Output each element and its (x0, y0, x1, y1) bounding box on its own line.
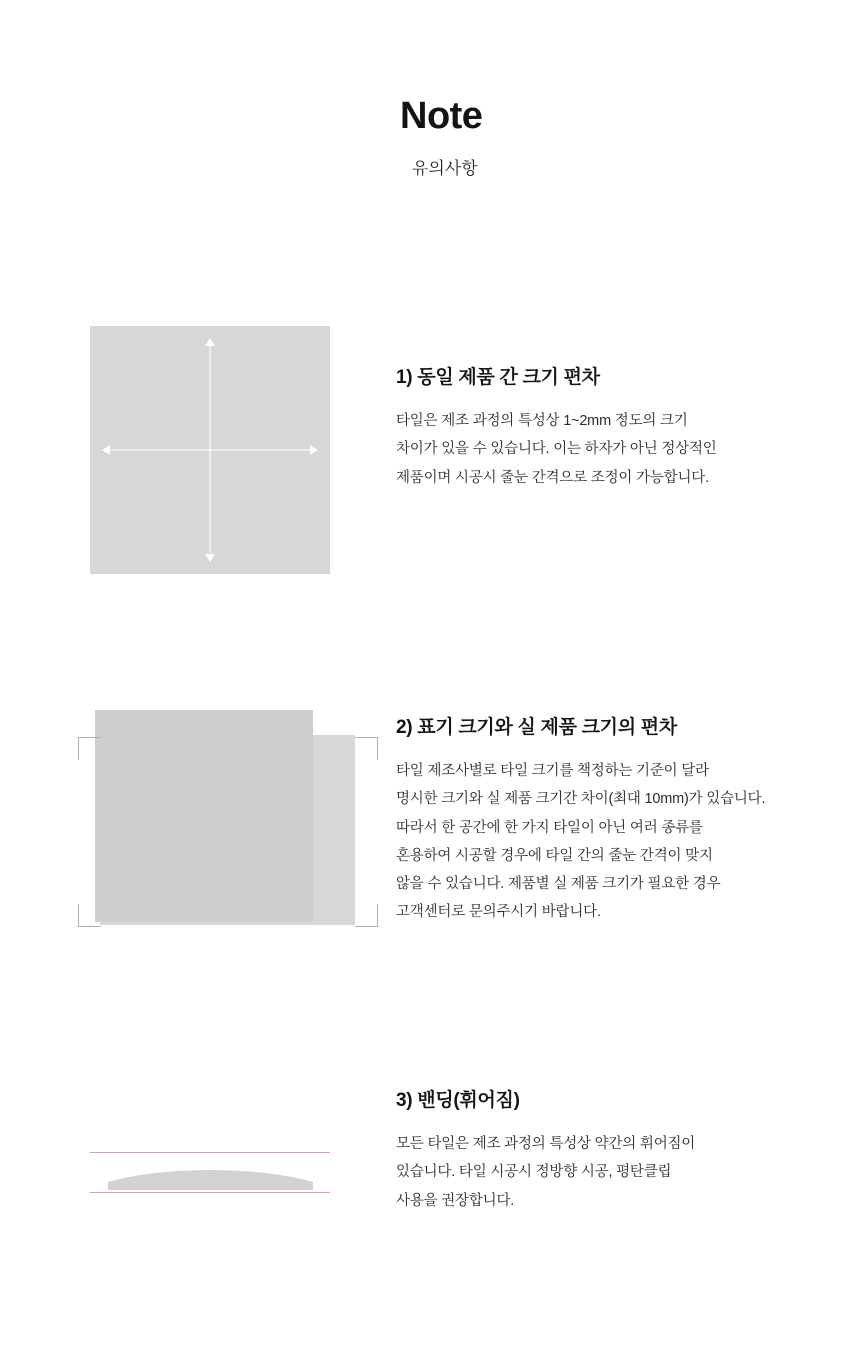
arrow-right-icon (310, 445, 318, 455)
section-1-line-1: 타일은 제조 과정의 특성상 1~2mm 정도의 크기 (396, 413, 688, 429)
horizontal-arrow-line (108, 450, 312, 451)
section-2-body (396, 757, 826, 927)
bending-diagram (90, 1140, 330, 1210)
size-deviation-diagram (90, 326, 330, 574)
section-1-line-3: 제품이며 시공시 줄눈 간격으로 조정이 가능합니다. (396, 469, 709, 486)
labeled-size-plate (95, 710, 313, 922)
section-3-title: 3) 밴딩(휘어짐) (396, 1090, 520, 1111)
section-2-line-1: 타일 제조사별로 타일 크기를 책정하는 기준이 달라 (396, 763, 709, 779)
bracket-bottom-right-icon (355, 904, 378, 927)
section-2-title: 2) 표기 크기와 실 제품 크기의 편차 (396, 717, 677, 738)
section-2-line-5: 않을 수 있습니다. 제품별 실 제품 크기가 필요한 경우 (396, 876, 721, 893)
arrow-left-icon (102, 445, 110, 455)
page-subtitle: 유의사항 (412, 158, 478, 178)
section-1-line-2: 차이가 있을 수 있습니다. 이는 하자가 아닌 정상적인 (396, 441, 717, 458)
reference-line-bottom (90, 1192, 330, 1193)
page-header (400, 96, 482, 179)
section-2-line-3: 따라서 한 공간에 한 가지 타일이 아닌 여러 종류를 (396, 819, 703, 836)
section-1-body (396, 407, 816, 492)
page-title: Note (400, 95, 483, 137)
section-3-body (396, 1130, 816, 1215)
arrow-down-icon (205, 554, 215, 562)
bracket-top-left-icon (78, 737, 101, 760)
section-3 (396, 1085, 816, 1215)
section-2 (396, 712, 826, 927)
section-3-line-2: 있습니다. 타일 시공시 정방향 시공, 평탄클립 (396, 1164, 672, 1181)
section-3-line-3: 사용을 권장합니다. (396, 1192, 515, 1209)
section-2-line-6: 고객센터로 문의주시기 바랍니다. (396, 904, 601, 921)
bracket-bottom-left-icon (78, 904, 101, 927)
section-1-title: 1) 동일 제품 간 크기 편차 (396, 367, 600, 388)
reference-line-top (90, 1152, 330, 1153)
section-2-line-4: 혼용하여 시공할 경우에 타일 간의 줄눈 간격이 맞지 (396, 847, 713, 864)
bent-tile-shape (108, 1160, 313, 1190)
bracket-top-right-icon (355, 737, 378, 760)
labeled-vs-actual-size-diagram (78, 710, 378, 950)
arrow-up-icon (205, 338, 215, 346)
section-1 (396, 362, 816, 492)
section-2-line-2: 명시한 크기와 실 제품 크기간 차이(최대 10mm)가 있습니다. (396, 791, 766, 808)
section-3-line-1: 모든 타일은 제조 과정의 특성상 약간의 휘어짐이 (396, 1136, 696, 1152)
